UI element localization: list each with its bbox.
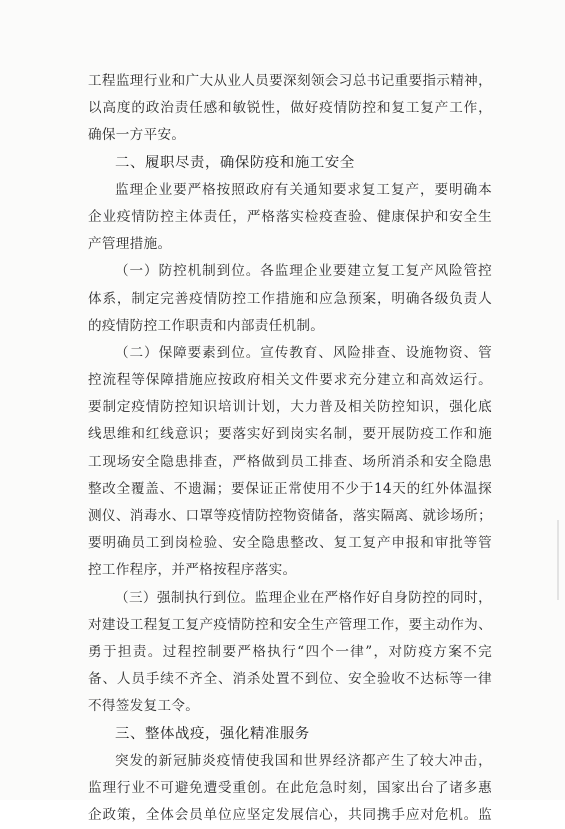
text-line: （三）强制执行到位。监理企业在严格作好自身防控的同时，: [115, 589, 492, 606]
text-line: （一）防控机制到位。各监理企业要建立复工复产风险管控: [115, 263, 492, 280]
text-line: 不得签发复工令。: [88, 698, 200, 715]
section-heading: 二、履职尽责，确保防疫和施工安全: [115, 154, 355, 171]
text-line: 企业疫情防控主体责任，严格落实检疫查验、健康保护和安全生: [88, 208, 492, 225]
text-line: 确保一方平安。: [88, 127, 186, 144]
text-line: 对建设工程复工复产疫情防控和安全生产管理工作，要主动作为、: [88, 616, 492, 633]
text-line: 测仪、消毒水、口罩等疫情防控物资储备，落实隔离、就诊场所；: [88, 508, 492, 524]
body-paragraph: [88, 258, 492, 340]
text-line: 监理行业不可避免遭受重创。在此危急时刻，国家出台了诸多惠: [88, 779, 492, 796]
body-paragraph: [88, 340, 492, 585]
text-line: 控流程等保障措施应按政府相关文件要求充分建立和高效运行。: [88, 372, 492, 389]
text-line: 整改全覆盖、不遗漏；要保证正常使用不少于14天的红外体温探: [88, 480, 492, 497]
document-body: [88, 68, 492, 829]
text-line: 的疫情防控工作职责和内部责任机制。: [88, 317, 325, 334]
text-line: 工现场安全隐患排查，严格做到员工排查、场所消杀和安全隐患: [88, 453, 492, 470]
body-paragraph: [88, 68, 492, 150]
text-line: 勇于担责。过程控制要严格执行“四个一律”，对防疫方案不完: [88, 643, 492, 660]
text-line: 体系，制定完善疫情防控工作措施和应急预案，明确各级负责人: [88, 290, 492, 307]
text-line: 突发的新冠肺炎疫情使我国和世界经济都产生了较大冲击，: [115, 752, 492, 769]
body-paragraph: [88, 748, 492, 829]
section-heading: 三、整体战疫，强化精准服务: [115, 725, 310, 742]
text-line: 企政策，全体会员单位应坚定发展信心，共同携手应对危机。监: [88, 807, 492, 824]
text-line: 监理企业要严格按照政府有关通知要求复工复产，要明确本: [115, 181, 492, 198]
scan-edge-shadow: [557, 520, 559, 600]
text-line: 控工作程序，并严格按程序落实。: [88, 562, 297, 579]
text-line: 备、人员手续不齐全、消杀处置不到位、安全验收不达标等一律: [88, 671, 492, 688]
text-line: 要制定疫情防控知识培训计划，大力普及相关防控知识，强化底: [88, 399, 492, 416]
text-line: 工程监理行业和广大从业人员要深刻领会习总书记重要指示精神，: [88, 73, 492, 89]
body-paragraph: [88, 177, 492, 259]
text-line: 以高度的政治责任感和敏锐性，做好疫情防控和复工复产工作，: [88, 100, 492, 117]
text-line: 线思维和红线意识；要落实好到岗实名制，要开展防疫工作和施: [88, 426, 492, 443]
text-line: 要明确员工到岗检验、安全隐患整改、复工复产申报和审批等管: [88, 535, 492, 552]
body-paragraph: [88, 585, 492, 721]
text-line: 产管理措施。: [88, 236, 172, 253]
text-line: （二）保障要素到位。宣传教育、风险排查、设施物资、管: [115, 344, 492, 361]
